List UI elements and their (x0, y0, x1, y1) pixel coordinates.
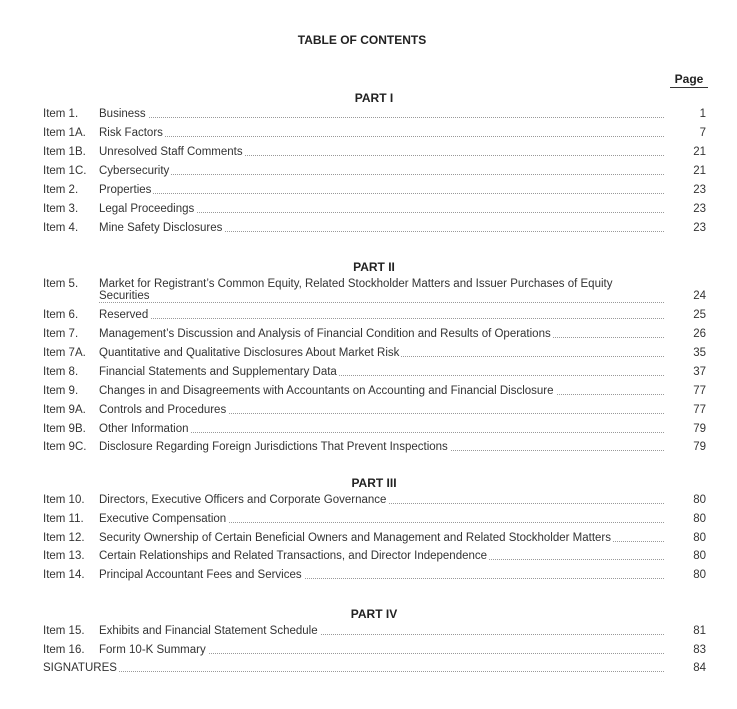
item-number: Item 13. (43, 550, 85, 562)
dot-leader (99, 174, 664, 175)
dot-leader (99, 318, 664, 319)
item-description: Principal Accountant Fees and Services (99, 569, 664, 581)
page-number: 21 (693, 146, 706, 158)
page-number: 37 (693, 366, 706, 378)
page-number: 83 (693, 644, 706, 656)
toc-row[interactable] (43, 644, 706, 660)
part-heading: PART I (354, 91, 394, 105)
page-number: 77 (693, 385, 706, 397)
item-number: Item 1A. (43, 127, 86, 139)
item-description: Other Information (99, 423, 664, 435)
toc-row[interactable] (43, 222, 706, 238)
page-title: TABLE OF CONTENTS (297, 33, 427, 47)
page-number: 21 (693, 165, 706, 177)
page-number: 23 (693, 222, 706, 234)
item-number: Item 12. (43, 532, 85, 544)
item-number: Item 6. (43, 309, 79, 321)
item-number: Item 1B. (43, 146, 86, 158)
item-description: Controls and Procedures (99, 404, 664, 416)
item-number: Item 1. (43, 108, 79, 120)
page-number: 1 (699, 108, 706, 120)
toc-row[interactable] (43, 532, 706, 548)
item-number: Item 14. (43, 569, 85, 581)
toc-row[interactable] (43, 513, 706, 529)
toc-row[interactable] (43, 441, 706, 457)
page-number: 25 (693, 309, 706, 321)
page-number: 77 (693, 404, 706, 416)
page-number: 23 (693, 184, 706, 196)
item-description: Form 10-K Summary (99, 644, 664, 656)
toc-row[interactable] (43, 146, 706, 162)
dot-leader (43, 671, 664, 672)
item-description: Exhibits and Financial Statement Schedule (99, 625, 664, 637)
toc-row[interactable] (43, 184, 706, 200)
toc-row[interactable] (43, 165, 706, 181)
item-description: Quantitative and Qualitative Disclosures About Market Risk (99, 347, 664, 359)
toc-row[interactable] (43, 569, 706, 585)
page-number: 80 (693, 532, 706, 544)
item-description: Changes in and Disagreements with Accountants on Accounting and Financial Disclosure (99, 385, 664, 397)
toc-row[interactable] (43, 494, 706, 510)
item-description: Directors, Executive Officers and Corporate Governance (99, 494, 664, 506)
toc-row[interactable] (43, 203, 706, 219)
item-description: Business (99, 108, 664, 120)
page-column-header: Page (670, 72, 708, 88)
item-number: Item 3. (43, 203, 79, 215)
item-number: Item 7A. (43, 347, 86, 359)
page-number: 26 (693, 328, 706, 340)
item-description: Disclosure Regarding Foreign Jurisdictions That Prevent Inspections (99, 441, 664, 453)
item-description: Executive Compensation (99, 513, 664, 525)
item-number: Item 15. (43, 625, 85, 637)
toc-row[interactable] (43, 127, 706, 143)
page-number: 80 (693, 569, 706, 581)
item-description: Properties (99, 184, 664, 196)
item-number: Item 9. (43, 385, 79, 397)
page-number: 35 (693, 347, 706, 359)
toc-row[interactable] (43, 662, 706, 678)
item-number: Item 9C. (43, 441, 87, 453)
page-number: 23 (693, 203, 706, 215)
page-number: 24 (693, 290, 706, 302)
toc-row[interactable] (43, 278, 706, 306)
item-number: Item 10. (43, 494, 85, 506)
dot-leader (99, 136, 664, 137)
toc-row[interactable] (43, 366, 706, 382)
item-description: Security Ownership of Certain Beneficial Owners and Management and Related Stockholder Matters (99, 532, 664, 544)
item-number: Item 1C. (43, 165, 87, 177)
toc-row[interactable] (43, 309, 706, 325)
item-description: SIGNATURES (43, 662, 664, 674)
item-description: Market for Registrant’s Common Equity, Related Stockholder Matters and Issuer Purchases of Equity Securities (99, 278, 613, 302)
page-number: 84 (693, 662, 706, 674)
part-heading: PART III (351, 476, 397, 490)
item-number: Item 16. (43, 644, 85, 656)
item-number: Item 9B. (43, 423, 86, 435)
toc-row[interactable] (43, 347, 706, 363)
page-number: 7 (699, 127, 706, 139)
item-description: Management’s Discussion and Analysis of Financial Condition and Results of Operations (99, 328, 664, 340)
item-description: Cybersecurity (99, 165, 664, 177)
page-number: 81 (693, 625, 706, 637)
dot-leader (99, 302, 664, 303)
page-number: 79 (693, 423, 706, 435)
item-number: Item 9A. (43, 404, 86, 416)
item-number: Item 7. (43, 328, 79, 340)
item-description: Certain Relationships and Related Transactions, and Director Independence (99, 550, 664, 562)
page-number: 80 (693, 550, 706, 562)
toc-row[interactable] (43, 625, 706, 641)
page-number: 80 (693, 513, 706, 525)
toc-row[interactable] (43, 550, 706, 566)
dot-leader (99, 117, 664, 118)
page-number: 79 (693, 441, 706, 453)
item-description: Financial Statements and Supplementary Data (99, 366, 664, 378)
toc-row[interactable] (43, 385, 706, 401)
item-description: Risk Factors (99, 127, 664, 139)
item-description: Reserved (99, 309, 664, 321)
item-number: Item 11. (43, 513, 84, 525)
item-number: Item 8. (43, 366, 79, 378)
toc-row[interactable] (43, 328, 706, 344)
item-description: Mine Safety Disclosures (99, 222, 664, 234)
part-heading: PART II (353, 260, 395, 274)
toc-row[interactable] (43, 423, 706, 439)
item-number: Item 2. (43, 184, 79, 196)
item-description: Legal Proceedings (99, 203, 664, 215)
item-description: Unresolved Staff Comments (99, 146, 664, 158)
page-number: 80 (693, 494, 706, 506)
item-number: Item 5. (43, 278, 79, 290)
toc-row[interactable] (43, 404, 706, 420)
toc-row[interactable] (43, 108, 706, 124)
item-number: Item 4. (43, 222, 79, 234)
part-heading: PART IV (350, 607, 398, 621)
dot-leader (99, 193, 664, 194)
